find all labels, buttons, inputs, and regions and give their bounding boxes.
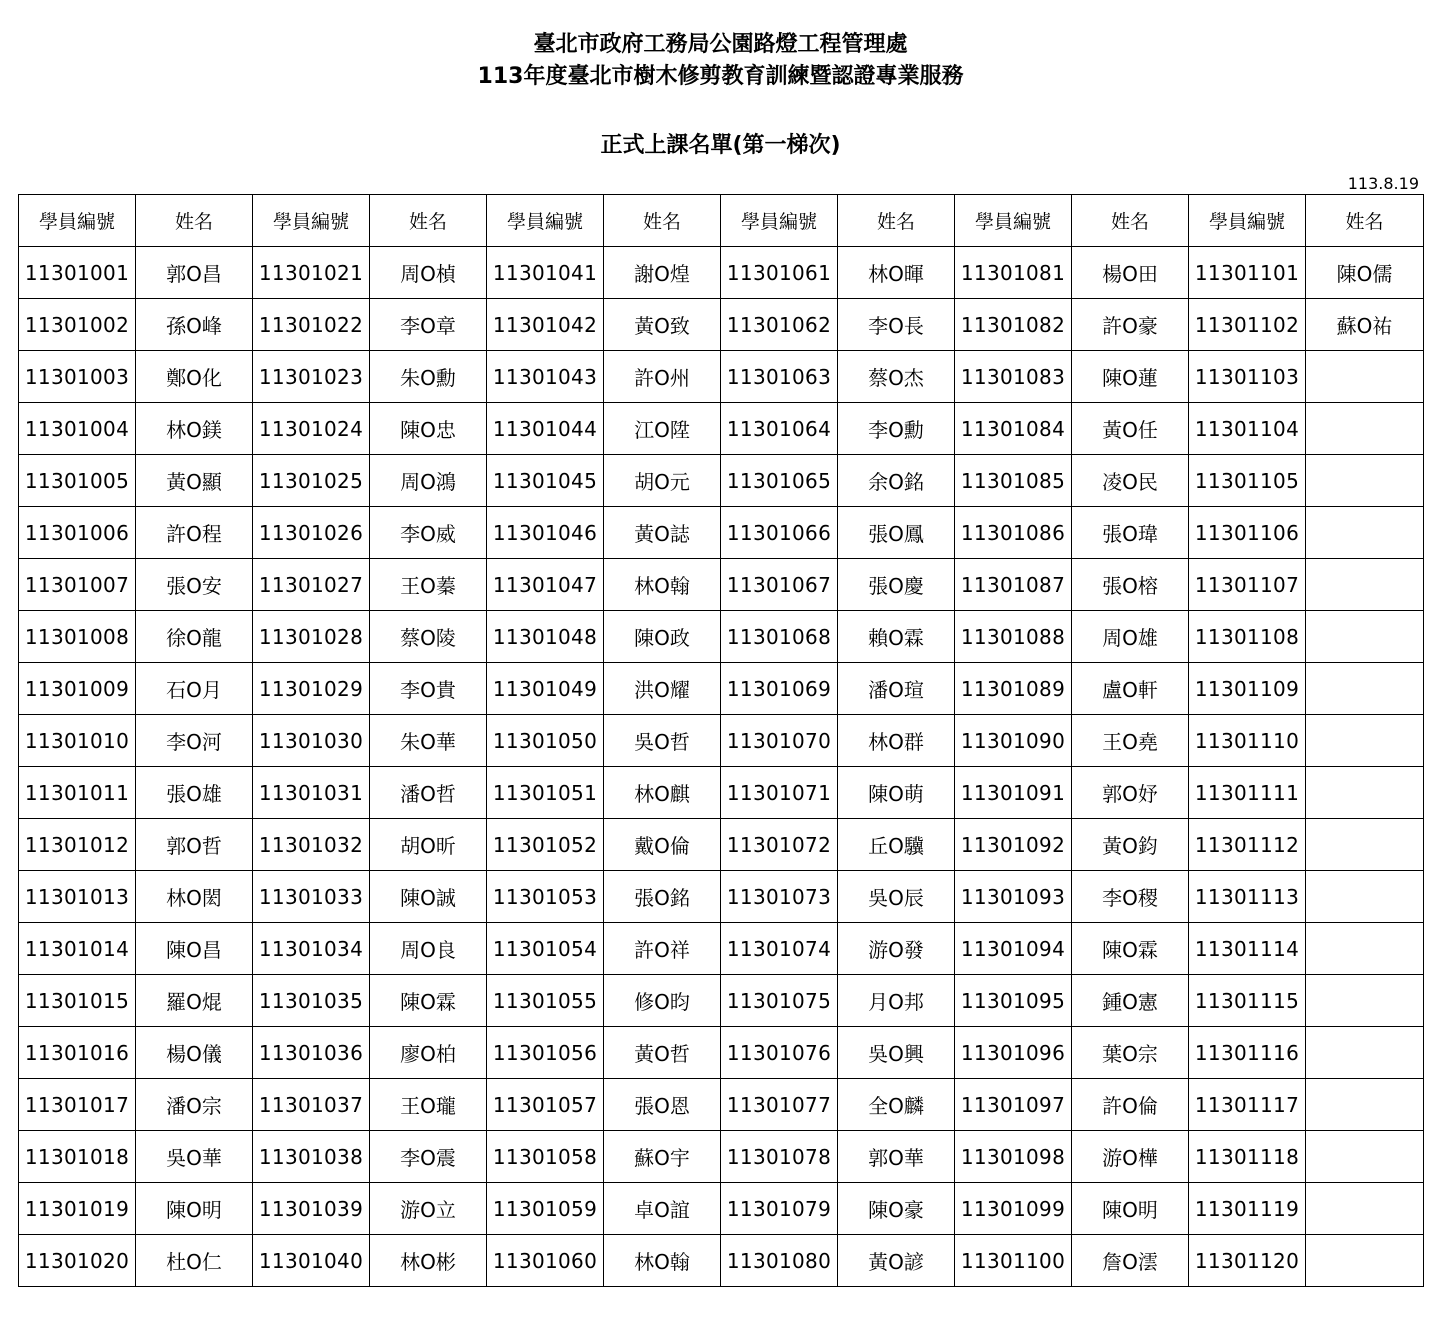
student-name-cell: 林O彬 [370,1235,487,1287]
student-name-cell: 李O震 [370,1131,487,1183]
student-name-cell: 黃O致 [604,299,721,351]
student-name-cell [1306,351,1424,403]
student-id-cell: 11301028 [253,611,370,663]
column-header-student-id: 學員編號 [721,195,838,247]
student-id-cell: 11301084 [955,403,1072,455]
student-id-cell: 11301103 [1189,351,1306,403]
student-id-cell: 11301116 [1189,1027,1306,1079]
column-header-name: 姓名 [838,195,955,247]
student-id-cell: 11301040 [253,1235,370,1287]
student-id-cell: 11301051 [487,767,604,819]
student-id-cell: 11301059 [487,1183,604,1235]
student-name-cell: 林O暉 [838,247,955,299]
table-row [19,507,1424,559]
table-row [19,871,1424,923]
student-name-cell: 林O麒 [604,767,721,819]
student-name-cell: 陳O霖 [370,975,487,1027]
student-id-cell: 11301070 [721,715,838,767]
student-name-cell: 胡O元 [604,455,721,507]
student-name-cell: 潘O宗 [136,1079,253,1131]
student-id-cell: 11301044 [487,403,604,455]
table-row [19,299,1424,351]
student-id-cell: 11301006 [19,507,136,559]
student-id-cell: 11301032 [253,819,370,871]
column-header-name: 姓名 [604,195,721,247]
student-name-cell: 李O稷 [1072,871,1189,923]
student-id-cell: 11301077 [721,1079,838,1131]
table-row [19,351,1424,403]
student-name-cell: 蔡O杰 [838,351,955,403]
student-name-cell: 楊O田 [1072,247,1189,299]
student-name-cell: 賴O霖 [838,611,955,663]
student-name-cell [1306,975,1424,1027]
student-id-cell: 11301115 [1189,975,1306,1027]
student-id-cell: 11301119 [1189,1183,1306,1235]
student-name-cell: 吳O哲 [604,715,721,767]
student-id-cell: 11301068 [721,611,838,663]
table-row [19,1235,1424,1287]
student-id-cell: 11301095 [955,975,1072,1027]
roster-table [18,194,1424,1287]
roster-body [19,247,1424,1287]
student-name-cell: 盧O軒 [1072,663,1189,715]
student-name-cell: 林O翰 [604,559,721,611]
student-name-cell: 全O麟 [838,1079,955,1131]
student-name-cell: 孫O峰 [136,299,253,351]
student-name-cell: 鍾O憲 [1072,975,1189,1027]
student-id-cell: 11301038 [253,1131,370,1183]
student-id-cell: 11301043 [487,351,604,403]
table-row [19,923,1424,975]
student-id-cell: 11301090 [955,715,1072,767]
document-date: 113.8.19 [1347,174,1419,193]
student-id-cell: 11301025 [253,455,370,507]
student-name-cell: 朱O勳 [370,351,487,403]
student-id-cell: 11301048 [487,611,604,663]
student-id-cell: 11301001 [19,247,136,299]
table-row [19,1131,1424,1183]
student-id-cell: 11301036 [253,1027,370,1079]
student-name-cell: 陳O儒 [1306,247,1424,299]
student-id-cell: 11301030 [253,715,370,767]
student-name-cell: 蘇O祐 [1306,299,1424,351]
student-id-cell: 11301086 [955,507,1072,559]
student-id-cell: 11301034 [253,923,370,975]
student-id-cell: 11301052 [487,819,604,871]
student-name-cell: 張O恩 [604,1079,721,1131]
student-id-cell: 11301112 [1189,819,1306,871]
student-id-cell: 11301022 [253,299,370,351]
student-id-cell: 11301094 [955,923,1072,975]
student-id-cell: 11301114 [1189,923,1306,975]
student-name-cell: 許O豪 [1072,299,1189,351]
table-row [19,819,1424,871]
student-name-cell [1306,611,1424,663]
student-id-cell: 11301085 [955,455,1072,507]
student-id-cell: 11301083 [955,351,1072,403]
student-name-cell: 張O鳳 [838,507,955,559]
student-name-cell [1306,559,1424,611]
student-id-cell: 11301011 [19,767,136,819]
student-name-cell [1306,715,1424,767]
student-name-cell: 余O銘 [838,455,955,507]
student-id-cell: 11301075 [721,975,838,1027]
column-header-name: 姓名 [136,195,253,247]
student-id-cell: 11301031 [253,767,370,819]
student-id-cell: 11301020 [19,1235,136,1287]
student-id-cell: 11301081 [955,247,1072,299]
student-name-cell: 張O慶 [838,559,955,611]
student-name-cell: 郭O昌 [136,247,253,299]
student-name-cell: 黃O顯 [136,455,253,507]
student-id-cell: 11301015 [19,975,136,1027]
student-id-cell: 11301021 [253,247,370,299]
student-name-cell: 陳O蓮 [1072,351,1189,403]
student-name-cell: 王O瓏 [370,1079,487,1131]
student-id-cell: 11301061 [721,247,838,299]
student-id-cell: 11301027 [253,559,370,611]
student-name-cell: 李O長 [838,299,955,351]
student-name-cell [1306,1235,1424,1287]
student-name-cell: 陳O誠 [370,871,487,923]
student-id-cell: 11301117 [1189,1079,1306,1131]
student-id-cell: 11301058 [487,1131,604,1183]
student-name-cell [1306,1027,1424,1079]
student-id-cell: 11301093 [955,871,1072,923]
column-header-student-id: 學員編號 [253,195,370,247]
student-name-cell [1306,819,1424,871]
organization-title: 臺北市政府工務局公園路燈工程管理處 [533,32,908,57]
student-id-cell: 11301102 [1189,299,1306,351]
column-header-name: 姓名 [1306,195,1424,247]
student-name-cell: 江O陞 [604,403,721,455]
student-id-cell: 11301063 [721,351,838,403]
student-name-cell [1306,1183,1424,1235]
student-id-cell: 11301066 [721,507,838,559]
student-id-cell: 11301113 [1189,871,1306,923]
student-name-cell: 潘O哲 [370,767,487,819]
student-name-cell: 許O倫 [1072,1079,1189,1131]
table-row [19,975,1424,1027]
student-id-cell: 11301120 [1189,1235,1306,1287]
student-id-cell: 11301019 [19,1183,136,1235]
student-name-cell: 吳O辰 [838,871,955,923]
student-name-cell: 林O鎂 [136,403,253,455]
student-name-cell: 陳O政 [604,611,721,663]
student-id-cell: 11301092 [955,819,1072,871]
student-name-cell: 洪O耀 [604,663,721,715]
student-id-cell: 11301057 [487,1079,604,1131]
student-name-cell: 黃O誌 [604,507,721,559]
student-name-cell: 游O發 [838,923,955,975]
student-name-cell [1306,663,1424,715]
student-id-cell: 11301097 [955,1079,1072,1131]
student-name-cell: 周O楨 [370,247,487,299]
student-id-cell: 11301023 [253,351,370,403]
student-id-cell: 11301091 [955,767,1072,819]
student-id-cell: 11301088 [955,611,1072,663]
table-row [19,403,1424,455]
student-id-cell: 11301005 [19,455,136,507]
student-name-cell: 周O雄 [1072,611,1189,663]
student-name-cell [1306,923,1424,975]
column-header-student-id: 學員編號 [1189,195,1306,247]
student-id-cell: 11301101 [1189,247,1306,299]
student-id-cell: 11301110 [1189,715,1306,767]
student-id-cell: 11301041 [487,247,604,299]
table-row [19,663,1424,715]
table-header-row [19,195,1424,247]
student-name-cell: 杜O仁 [136,1235,253,1287]
table-row [19,1079,1424,1131]
student-name-cell: 李O貴 [370,663,487,715]
student-id-cell: 11301054 [487,923,604,975]
student-id-cell: 11301098 [955,1131,1072,1183]
student-id-cell: 11301018 [19,1131,136,1183]
student-name-cell: 黃O諺 [838,1235,955,1287]
student-name-cell: 陳O昌 [136,923,253,975]
student-name-cell: 張O瑋 [1072,507,1189,559]
student-name-cell: 陳O萌 [838,767,955,819]
table-row [19,767,1424,819]
student-name-cell: 楊O儀 [136,1027,253,1079]
student-id-cell: 11301002 [19,299,136,351]
student-name-cell: 張O安 [136,559,253,611]
student-name-cell: 陳O豪 [838,1183,955,1235]
student-id-cell: 11301056 [487,1027,604,1079]
student-name-cell: 戴O倫 [604,819,721,871]
student-id-cell: 11301037 [253,1079,370,1131]
student-name-cell: 葉O宗 [1072,1027,1189,1079]
student-id-cell: 11301069 [721,663,838,715]
student-name-cell: 陳O霖 [1072,923,1189,975]
student-name-cell: 王O堯 [1072,715,1189,767]
student-name-cell: 許O州 [604,351,721,403]
list-subtitle: 正式上課名單(第一梯次) [600,133,841,158]
student-name-cell: 丘O驥 [838,819,955,871]
student-id-cell: 11301035 [253,975,370,1027]
student-name-cell: 陳O明 [136,1183,253,1235]
student-id-cell: 11301029 [253,663,370,715]
student-id-cell: 11301072 [721,819,838,871]
student-name-cell: 李O章 [370,299,487,351]
student-name-cell: 蔡O陵 [370,611,487,663]
student-name-cell: 林O群 [838,715,955,767]
student-name-cell [1306,403,1424,455]
student-id-cell: 11301074 [721,923,838,975]
student-id-cell: 11301106 [1189,507,1306,559]
student-name-cell: 許O程 [136,507,253,559]
student-name-cell: 詹O澐 [1072,1235,1189,1287]
student-name-cell: 周O良 [370,923,487,975]
student-id-cell: 11301073 [721,871,838,923]
student-name-cell: 潘O瑄 [838,663,955,715]
student-id-cell: 11301079 [721,1183,838,1235]
table-row [19,715,1424,767]
student-name-cell: 林O閎 [136,871,253,923]
student-name-cell: 黃O哲 [604,1027,721,1079]
student-name-cell: 吳O興 [838,1027,955,1079]
student-id-cell: 11301108 [1189,611,1306,663]
table-row [19,559,1424,611]
column-header-student-id: 學員編號 [487,195,604,247]
student-id-cell: 11301033 [253,871,370,923]
student-name-cell: 胡O昕 [370,819,487,871]
student-id-cell: 11301100 [955,1235,1072,1287]
student-name-cell: 修O昀 [604,975,721,1027]
student-id-cell: 11301050 [487,715,604,767]
student-name-cell: 李O威 [370,507,487,559]
column-header-name: 姓名 [370,195,487,247]
student-id-cell: 11301065 [721,455,838,507]
student-name-cell: 郭O華 [838,1131,955,1183]
student-name-cell: 王O蓁 [370,559,487,611]
student-id-cell: 11301010 [19,715,136,767]
student-name-cell: 郭O妤 [1072,767,1189,819]
student-name-cell: 廖O柏 [370,1027,487,1079]
column-header-student-id: 學員編號 [19,195,136,247]
table-row [19,247,1424,299]
student-id-cell: 11301046 [487,507,604,559]
student-name-cell: 游O樺 [1072,1131,1189,1183]
student-id-cell: 11301087 [955,559,1072,611]
student-name-cell: 游O立 [370,1183,487,1235]
student-id-cell: 11301064 [721,403,838,455]
student-name-cell: 謝O煌 [604,247,721,299]
program-title: 113年度臺北市樹木修剪教育訓練暨認證專業服務 [477,64,964,89]
student-name-cell: 朱O華 [370,715,487,767]
student-name-cell: 李O河 [136,715,253,767]
student-name-cell: 羅O焜 [136,975,253,1027]
student-id-cell: 11301024 [253,403,370,455]
student-id-cell: 11301111 [1189,767,1306,819]
student-name-cell: 凌O民 [1072,455,1189,507]
student-name-cell: 鄭O化 [136,351,253,403]
student-name-cell: 月O邦 [838,975,955,1027]
student-name-cell: 林O翰 [604,1235,721,1287]
student-id-cell: 11301008 [19,611,136,663]
student-name-cell: 周O鴻 [370,455,487,507]
student-name-cell [1306,1079,1424,1131]
student-id-cell: 11301004 [19,403,136,455]
student-name-cell: 吳O華 [136,1131,253,1183]
student-id-cell: 11301012 [19,819,136,871]
student-name-cell: 黃O任 [1072,403,1189,455]
table-row [19,1027,1424,1079]
student-id-cell: 11301007 [19,559,136,611]
column-header-name: 姓名 [1072,195,1189,247]
student-id-cell: 11301047 [487,559,604,611]
student-id-cell: 11301104 [1189,403,1306,455]
student-name-cell: 卓O誼 [604,1183,721,1235]
student-name-cell: 李O勳 [838,403,955,455]
student-id-cell: 11301071 [721,767,838,819]
student-id-cell: 11301014 [19,923,136,975]
table-row [19,455,1424,507]
student-id-cell: 11301107 [1189,559,1306,611]
student-id-cell: 11301118 [1189,1131,1306,1183]
student-id-cell: 11301076 [721,1027,838,1079]
student-name-cell: 黃O鈞 [1072,819,1189,871]
student-id-cell: 11301017 [19,1079,136,1131]
student-name-cell: 郭O哲 [136,819,253,871]
student-id-cell: 11301026 [253,507,370,559]
student-id-cell: 11301105 [1189,455,1306,507]
student-name-cell [1306,455,1424,507]
student-id-cell: 11301013 [19,871,136,923]
student-id-cell: 11301003 [19,351,136,403]
student-name-cell: 蘇O宇 [604,1131,721,1183]
student-id-cell: 11301049 [487,663,604,715]
student-id-cell: 11301053 [487,871,604,923]
student-name-cell [1306,507,1424,559]
student-id-cell: 11301016 [19,1027,136,1079]
student-id-cell: 11301055 [487,975,604,1027]
student-id-cell: 11301060 [487,1235,604,1287]
student-id-cell: 11301078 [721,1131,838,1183]
table-row [19,1183,1424,1235]
student-id-cell: 11301067 [721,559,838,611]
student-id-cell: 11301089 [955,663,1072,715]
student-id-cell: 11301109 [1189,663,1306,715]
student-id-cell: 11301039 [253,1183,370,1235]
student-name-cell: 徐O龍 [136,611,253,663]
student-id-cell: 11301099 [955,1183,1072,1235]
table-row [19,611,1424,663]
student-name-cell [1306,767,1424,819]
student-id-cell: 11301009 [19,663,136,715]
student-name-cell [1306,1131,1424,1183]
student-name-cell [1306,871,1424,923]
student-name-cell: 陳O明 [1072,1183,1189,1235]
student-name-cell: 張O榕 [1072,559,1189,611]
student-id-cell: 11301082 [955,299,1072,351]
student-name-cell: 陳O忠 [370,403,487,455]
column-header-student-id: 學員編號 [955,195,1072,247]
student-id-cell: 11301096 [955,1027,1072,1079]
student-name-cell: 張O銘 [604,871,721,923]
student-id-cell: 11301080 [721,1235,838,1287]
student-id-cell: 11301062 [721,299,838,351]
student-name-cell: 許O祥 [604,923,721,975]
student-name-cell: 石O月 [136,663,253,715]
student-id-cell: 11301042 [487,299,604,351]
student-name-cell: 張O雄 [136,767,253,819]
student-id-cell: 11301045 [487,455,604,507]
